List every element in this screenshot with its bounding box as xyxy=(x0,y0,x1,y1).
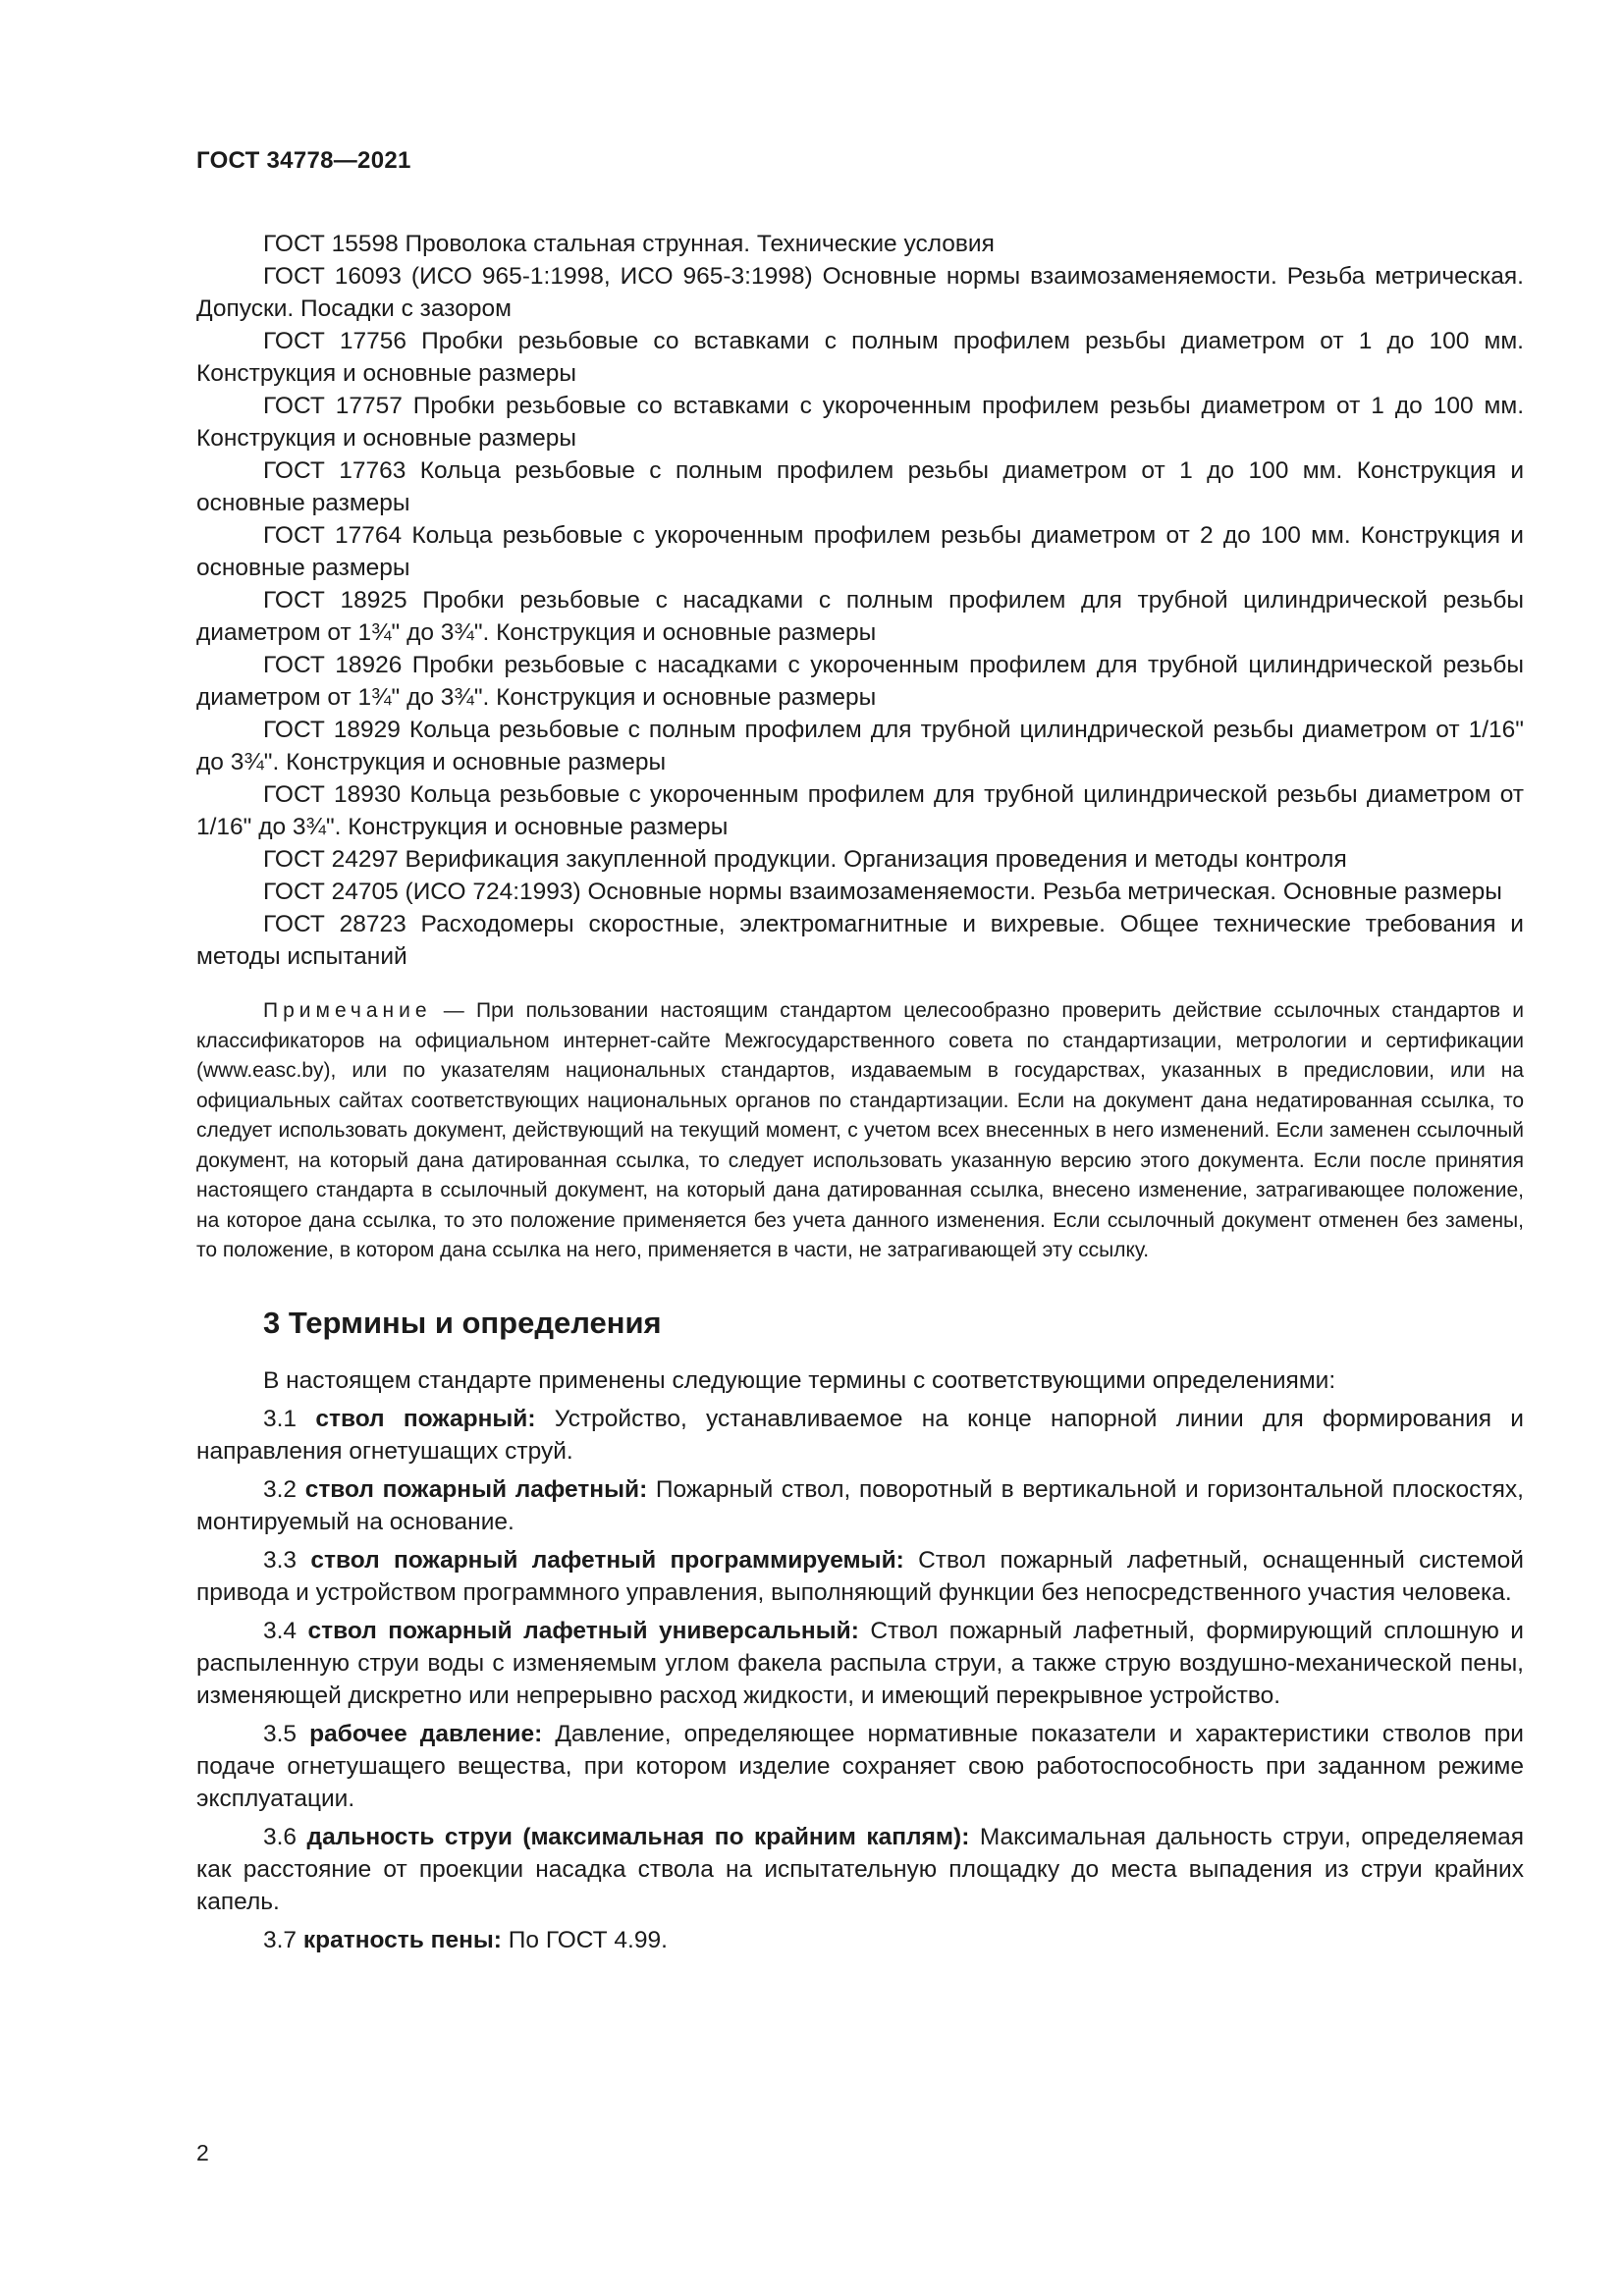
references-list xyxy=(196,228,1524,973)
term-name: кратность пены: xyxy=(302,1926,502,1953)
term-item xyxy=(196,1924,1524,1956)
term-definition: Ствол пожарный лафетный, формирующий сплошную и распыленную струи воды с изменяемым углом факела распыла струи, а также струю воздушно-механической пены, изменяющей дискретно или непрерывно расход жидкости, и имеющий перекрывное устройство. xyxy=(196,1617,1524,1709)
section-intro: В настоящем стандарте применены следующие термины с соответствующими определениями: xyxy=(263,1366,1336,1394)
term-name: ствол пожарный лафетный универсальный: xyxy=(307,1617,859,1644)
note-text: — При пользовании настоящим стандартом целесообразно проверить действие ссылочных стандартов и классификаторов на официальном интернет-сайте Межгосударственного совета по стандартизации, метрологии и сертификации (www.easc.by), или по указателям национальных стандартов, издаваемым в государствах, указанных в предисловии, или на официальных сайтах соответствующих национальных органов по стандартизации. Если на документ дана недатированная ссылка, то следует использовать документ, действующий на текущий момент, с учетом всех внесенных в него изменений. Если заменен ссылочный документ, на который дана датированная ссылка, то следует использовать указанную версию этого документа. Если после принятия настоящего стандарта в ссылочный документ, на который дана датированная ссылка, внесено изменение, затрагивающее положение, на которое дана ссылка, то это положение применяется без учета данного изменения. Если ссылочный документ отменен без замены, то положение, в котором дана ссылка на него, применяется в части, не затрагивающей эту ссылку. xyxy=(196,999,1524,1261)
term-number: 3.2 xyxy=(263,1475,298,1503)
note-label: Примечание xyxy=(263,999,432,1022)
reference-item: ГОСТ 24705 (ИСО 724:1993) Основные нормы взаимозаменяемости. Резьба метрическая. Основные размеры xyxy=(263,879,1502,905)
term-item xyxy=(196,1821,1524,1918)
terms-list xyxy=(196,1364,1524,1956)
term-definition: Пожарный ствол, поворотный в вертикальной и горизонтальной плоскостях, монтируемый на основание. xyxy=(196,1475,1524,1535)
term-item xyxy=(196,1615,1524,1712)
reference-item: ГОСТ 17757 Пробки резьбовые со вставками с укороченным профилем резьбы диаметром от 1 до 100 мм. Конструкция и основные размеры xyxy=(196,393,1524,452)
reference-item: ГОСТ 17756 Пробки резьбовые со вставками с полным профилем резьбы диаметром от 1 до 100 мм. Конструкция и основные размеры xyxy=(196,328,1524,387)
term-name: рабочее давление: xyxy=(309,1720,543,1747)
term-name: ствол пожарный лафетный программируемый: xyxy=(310,1546,904,1574)
section-title: 3 Термины и определения xyxy=(263,1305,662,1340)
note-paragraph xyxy=(196,996,1524,1266)
reference-item: ГОСТ 15598 Проволока стальная струнная. Технические условия xyxy=(263,231,995,257)
term-item xyxy=(196,1473,1524,1538)
term-number: 3.6 xyxy=(263,1823,298,1850)
term-definition: Устройство, устанавливаемое на конце напорной линии для формирования и направления огнетушащих струй. xyxy=(196,1405,1524,1465)
page-number: 2 xyxy=(196,2140,209,2165)
reference-item: ГОСТ 24297 Верификация закупленной продукции. Организация проведения и методы контроля xyxy=(263,846,1347,873)
term-definition: По ГОСТ 4.99. xyxy=(508,1926,668,1953)
reference-item: ГОСТ 17763 Кольца резьбовые с полным профилем резьбы диаметром от 1 до 100 мм. Конструкция и основные размеры xyxy=(196,457,1524,516)
term-name: дальность струи (максимальная по крайним каплям): xyxy=(306,1823,970,1850)
term-number: 3.3 xyxy=(263,1546,298,1574)
term-number: 3.7 xyxy=(263,1926,298,1953)
reference-item: ГОСТ 16093 (ИСО 965-1:1998, ИСО 965-3:1998) Основные нормы взаимозаменяемости. Резьба метрическая. Допуски. Посадки с зазором xyxy=(196,263,1524,322)
reference-item: ГОСТ 18929 Кольца резьбовые с полным профилем для трубной цилиндрической резьбы диаметром от 1/16" до 3¾". Конструкция и основные размеры xyxy=(196,717,1524,775)
term-number: 3.1 xyxy=(263,1405,298,1432)
reference-item: ГОСТ 18926 Пробки резьбовые с насадками с укороченным профилем для трубной цилиндрической резьбы диаметром от 1¾" до 3¾". Конструкция и основные размеры xyxy=(196,652,1524,711)
reference-item: ГОСТ 18930 Кольца резьбовые с укороченным профилем для трубной цилиндрической резьбы диаметром от 1/16" до 3¾". Конструкция и основные размеры xyxy=(196,781,1524,840)
term-number: 3.5 xyxy=(263,1720,298,1747)
term-item xyxy=(196,1403,1524,1468)
term-definition: Ствол пожарный лафетный, оснащенный системой привода и устройством программного управления, выполняющий функции без непосредственного участия человека. xyxy=(196,1546,1524,1606)
term-definition: Давление, определяющее нормативные показатели и характеристики стволов при подаче огнетушащего вещества, при котором изделие сохраняет свою работоспособность при заданном режиме эксплуатации. xyxy=(196,1720,1524,1812)
term-number: 3.4 xyxy=(263,1617,298,1644)
reference-item: ГОСТ 17764 Кольца резьбовые с укороченным профилем резьбы диаметром от 2 до 100 мм. Конструкция и основные размеры xyxy=(196,522,1524,581)
reference-item: ГОСТ 28723 Расходомеры скоростные, электромагнитные и вихревые. Общее технические требования и методы испытаний xyxy=(196,911,1524,970)
reference-item: ГОСТ 18925 Пробки резьбовые с насадками с полным профилем для трубной цилиндрической резьбы диаметром от 1¾" до 3¾". Конструкция и основные размеры xyxy=(196,587,1524,646)
document-header: ГОСТ 34778—2021 xyxy=(196,147,411,174)
term-item xyxy=(196,1718,1524,1815)
term-definition: Максимальная дальность струи, определяемая как расстояние от проекции насадка ствола на испытательную площадку до места выпадения из струи крайних капель. xyxy=(196,1823,1524,1915)
document-page xyxy=(196,147,1524,1956)
term-name: ствол пожарный: xyxy=(315,1405,536,1432)
term-item xyxy=(196,1544,1524,1609)
term-name: ствол пожарный лафетный: xyxy=(304,1475,648,1503)
